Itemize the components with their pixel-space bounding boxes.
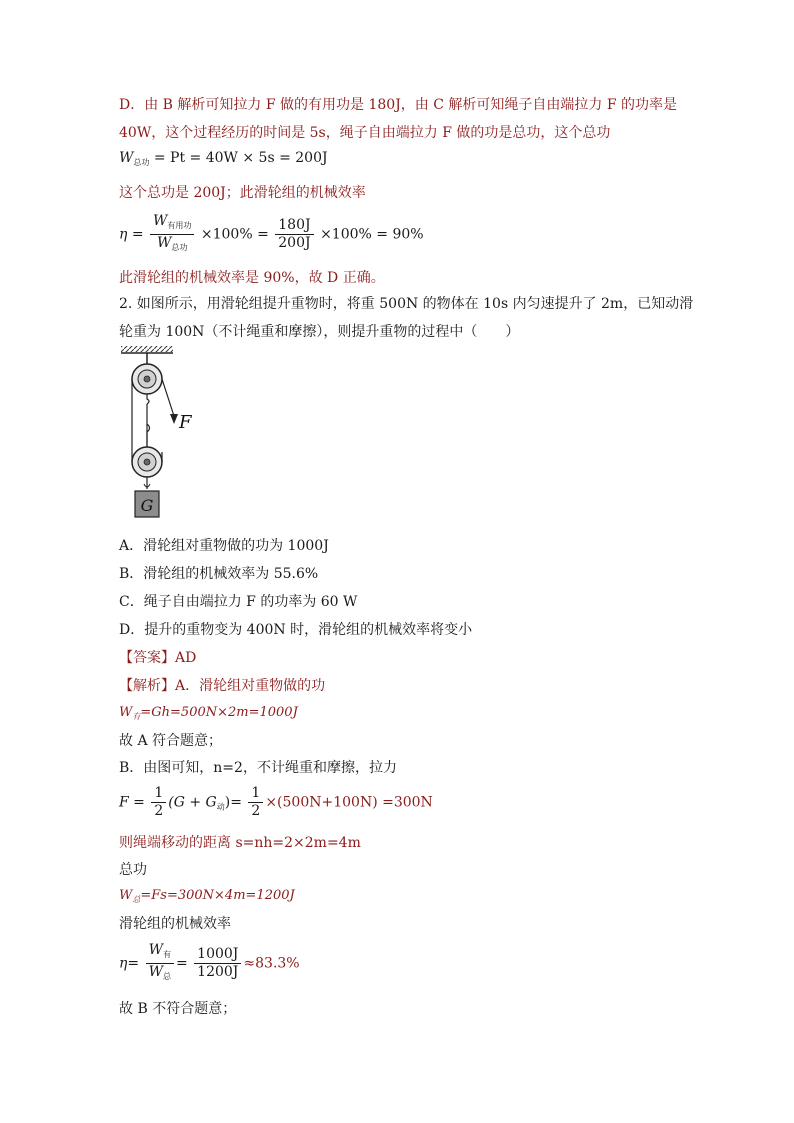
eff-eq: = bbox=[175, 955, 188, 972]
answer-label: 【答案】AD bbox=[119, 650, 197, 666]
formula-wt bbox=[119, 886, 295, 910]
eff-num-symbol: W bbox=[148, 942, 163, 958]
formula-subscript: 总功 bbox=[133, 158, 150, 167]
option-d: D．提升的重物变为 400N 时，滑轮组的机械效率将变小 bbox=[119, 622, 473, 638]
formula-tail: ×100% = 90% bbox=[320, 226, 424, 243]
eff-eta: η= bbox=[119, 955, 140, 972]
d-analysis-text1: D．由 B 解析可知拉力 F 做的有用功是 180J，由 C 解析可知绳子自由端拉力 F 的功率是 bbox=[119, 97, 678, 113]
q2-stem-line2: 轮重为 100N（不计绳重和摩擦），则提升重物的过程中（ ） bbox=[119, 324, 520, 340]
fb-half1 bbox=[151, 785, 166, 820]
d-analysis-line2 bbox=[119, 123, 610, 143]
fb-paren-sub: 动 bbox=[216, 802, 225, 812]
fraction-useful-total bbox=[150, 213, 194, 256]
d-analysis-text2: 40W，这个过程经历的时间是 5s，绳子自由端拉力 F 做的功是总功，这个总功 bbox=[119, 125, 611, 141]
wa-rhs: =Gh=500N×2m=1000J bbox=[140, 705, 298, 720]
weight-label: G bbox=[140, 496, 154, 515]
wa-symbol: W bbox=[119, 705, 133, 720]
frac-num-sub: 有用功 bbox=[167, 221, 192, 230]
eff-num-value: 1000J bbox=[194, 946, 241, 964]
formula-efficiency-b bbox=[119, 942, 300, 985]
fb-half1-den: 2 bbox=[154, 803, 164, 819]
eff-tail: ≈83.3% bbox=[243, 955, 300, 972]
distance-line: 则绳端移动的距离 s=nh=2×2m=4m bbox=[119, 835, 361, 851]
eff-den-sub: 总 bbox=[162, 972, 171, 981]
fraction-values bbox=[275, 217, 313, 252]
force-label: F bbox=[179, 412, 192, 433]
formula-wa bbox=[119, 703, 298, 727]
fb-tail: ×(500N+100N) =300N bbox=[265, 794, 433, 811]
wt-symbol: W bbox=[119, 888, 133, 903]
analysis-a-intro bbox=[119, 676, 325, 696]
b-result: 故 B 不符合题意； bbox=[119, 1001, 237, 1017]
total-work-label: 总功 bbox=[119, 862, 147, 878]
rope-free-end bbox=[162, 379, 174, 416]
d-analysis-line1 bbox=[119, 95, 677, 115]
wt-rhs: =Fs=300N×4m=1200J bbox=[140, 888, 295, 903]
total-work-text bbox=[119, 183, 366, 203]
d-conclusion-text: 此滑轮组的机械效率是 90%，故 D 正确。 bbox=[119, 270, 385, 286]
d-conclusion bbox=[119, 268, 385, 288]
efficiency-label: 滑轮组的机械效率 bbox=[119, 916, 231, 932]
fb-half2-den: 2 bbox=[251, 803, 261, 819]
frac-den-sub: 总功 bbox=[171, 243, 188, 252]
fb-half1-num: 1 bbox=[151, 785, 166, 803]
pulley-figure bbox=[119, 344, 209, 534]
force-arrow-icon bbox=[170, 414, 178, 424]
fb-paren-close: )= bbox=[224, 794, 242, 811]
wt-sub: 总 bbox=[132, 895, 141, 904]
q2-stem-line1: 2. 如图所示，用滑轮组提升重物时，将重 500N 的物体在 10s 内匀速提升了 2m，已知动滑 bbox=[119, 296, 694, 312]
option-b: B．滑轮组的机械效率为 55.6% bbox=[119, 566, 319, 582]
option-a: A．滑轮组对重物做的功为 1000J bbox=[119, 538, 329, 554]
eff-num-sub: 有 bbox=[162, 950, 171, 959]
fb-paren: (G + G bbox=[168, 794, 217, 811]
frac-num-value: 180J bbox=[275, 217, 313, 235]
eta-symbol: η bbox=[119, 226, 128, 243]
frac-den-value: 200J bbox=[278, 235, 311, 251]
fb-half2 bbox=[248, 785, 263, 820]
fb-lhs: F = bbox=[119, 794, 145, 811]
option-c: C．绳子自由端拉力 F 的功率为 60 W bbox=[119, 594, 358, 610]
formula-mid: ×100% = bbox=[200, 226, 269, 243]
pulley-diagram bbox=[119, 344, 209, 530]
eff-frac-symbols bbox=[146, 942, 174, 985]
frac-num-symbol: W bbox=[153, 213, 168, 229]
ceiling-hatch bbox=[121, 346, 173, 352]
eff-den-value: 1200J bbox=[197, 964, 239, 980]
fb-half2-num: 1 bbox=[248, 785, 263, 803]
b-intro: B．由图可知，n=2，不计绳重和摩擦，拉力 bbox=[119, 760, 397, 776]
formula-rhs: = Pt = 40W × 5s = 200J bbox=[153, 150, 328, 166]
a-result: 故 A 符合题意； bbox=[119, 733, 223, 749]
frac-den-symbol: W bbox=[157, 235, 172, 251]
wa-sub: 有 bbox=[132, 712, 141, 721]
total-work-sentence: 这个总功是 200J；此滑轮组的机械效率 bbox=[119, 185, 366, 201]
formula-symbol: W bbox=[119, 150, 134, 166]
eff-den-symbol: W bbox=[148, 964, 163, 980]
formula-force bbox=[119, 785, 433, 820]
formula-efficiency-d: η = $\frac{W_{有用功}}{W_{总功}}$ ×100% = $\frac{180J}{200J}$ ×100% = 90% bbox=[119, 213, 424, 256]
eff-frac-values bbox=[194, 946, 241, 981]
formula-total-work bbox=[119, 150, 328, 168]
analysis-a-text: 【解析】A．滑轮组对重物做的功 bbox=[119, 678, 326, 694]
